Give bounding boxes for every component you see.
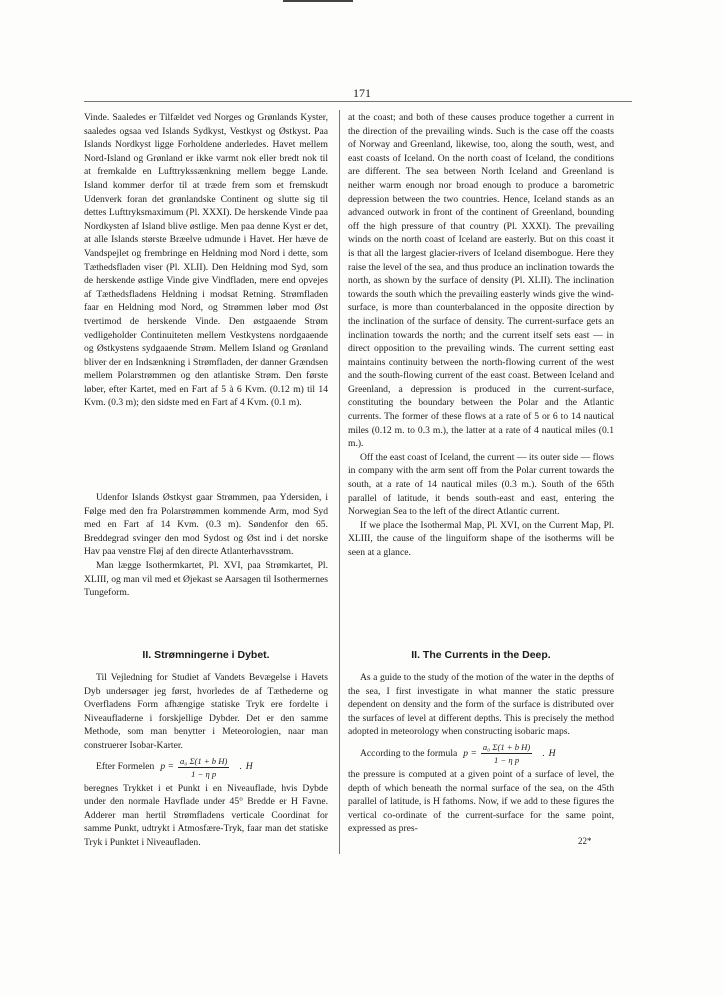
formula-numerator: a₀ Σ(1 + b H) (180, 755, 228, 766)
top-edge-rule (283, 0, 353, 2)
paragraph: the pressure is computed at a given point of a surface of level, the depth of which beneath the normal surface of the sea, on the 45th parallel of latitude, is H fathoms. Now, if we add to these figures the vertical co-ordinate of the current-surface for the same point, expressed as pres- (348, 768, 614, 835)
formula-lead-text: Efter Formelen (96, 761, 155, 773)
pressure-formula (84, 755, 328, 780)
pressure-formula (348, 741, 614, 766)
formula-suffix (239, 760, 252, 774)
paragraph: beregnes Trykket i et Punkt i en Niveauflade, hvis Dybde under den normale Havflade under 45° Bredde er H Favne. Adderer man hertil Strømfladens verticale Coordinat for samme Punkt, udtrykt i Atmosfære-Tryk, faar man det statiske Tryk i Punktet i Niveaufladen. (84, 782, 328, 848)
paragraph: As a guide to the study of the motion of the water in the depths of the sea, I first investigate in what manner the static pressure dependent on density and the form of the surface is distributed over the surfaces of level at different depths. This is precisely the method adopted in meteorology when constructing isobaric maps. (348, 672, 614, 738)
header-rule (84, 101, 632, 102)
formula-lhs: p = (160, 761, 175, 773)
paragraph: Man lægge Isothermkartet, Pl. XVI, paa Strømkartet, Pl. XLIII, og man vil med et Øjekast se Aarsagen til Isothermernes Tungeform. (84, 559, 328, 599)
danish-text-block-3 (84, 671, 328, 850)
paragraph: at the coast; and both of these causes produce together a current in the direction of the prevailing winds. Such is the case off the coasts of Norway and Greenland, likewise, too, along the south, west, and east coasts of Iceland. On the north coast of Iceland, the conditions are different. The sea between North Iceland and Greenland is neither warm enough nor broad enough to produce a barometric depression between the two countries. Hence, Iceland stands as an advanced outwork in front of the continent of Greenland, bounding off the high pressure of that country (Pl. XXXI). The prevailing winds on the north coast of Iceland are easterly. But on this coast it is that all the largest glacier-rivers of Iceland disembogue. Here they raise the level of the sea, and thus produce an inclination towards the north, as shown by the surface of density (Pl. XLII). The inclination towards the south which the prevailing easterly winds give the wind-surface, is more than counterbalanced in the opposite direction by the inclination of the surface of density. The current-surface gets an inclination towards the north; and the current itself sets east — in direct opposition to the prevailing winds. The current setting east maintains continuity between the north-flowing current of the west and the south-flowing current of the east coast. Between Iceland and Greenland, a depression is produced in the current-surface, constituting the boundary between the Polar and the Atlantic currents. The former of these flows at a rate of 5 or 6 to 14 nautical miles (0.12 m. to 0.3 m.), the latter at a rate of 4 nautical miles (0.1 m.). (348, 112, 614, 450)
formula-numerator: a₀ Σ(1 + b H) (482, 741, 531, 752)
paragraph: Vinde. Saaledes er Tilfældet ved Norges og Grønlands Kyster, saaledes ogsaa ved Islands Sydkyst, Vestkyst og Østkyst. Paa Islands Nordkyst ligge Forholdene anderledes. Havet mellem Nord-Island og Grønland er ikke varmt nok eller bredt nok til at fremkalde en Lufttrykssænkning mellem begge Lande. Island kommer derfor til at træde frem som et fremskudt Udenverk foran det grønlandske Continent og slutte sig til dettes Lufttryksmaximum (Pl. XXXI). De herskende Vinde paa Nordkysten af Island blive østlige. Men paa denne Kyst er det, at alle Islands største Bræelve udmunde i Havet. Her hæve de Vandspejlet og frembringe en Heldning mod Nord i dette, som Tæthedsfladen viser (Pl. XLII). Den Heldning mod Syd, som de herskende østlige Vinde give Vindfladen, mere end opvejes af Tæthedsfladens Heldning i modsat Retning. Strømfladen faar en Heldning mod Nord, og Strømmen løber mod Øst tvertimod de herskende Vinde. Den østgaaende Strøm vedligeholder Continuiteten mellem Vestkystens nordgaaende og Østkystens sydgaaende Strøm. Mellem Island og Grønland bliver der en Indsænkning i Strømfladen, der danner Grændsen mellem Polarstrømmen og den atlantiske Strøm. Den første løber, efter Kartet, med en Fart af 5 à 6 Kvm. (0.12 m) til 14 Kvm. (0.3 m); den sidste med en Fart af 4 Kvm. (0.1 m). (84, 112, 328, 409)
column-divider (339, 110, 340, 854)
page-number: 171 (353, 86, 371, 100)
paragraph: If we place the Isothermal Map, Pl. XVI, on the Current Map, Pl. XLIII, the cause of the linguiform shape of the isotherms will be seen at a glance. (348, 519, 614, 558)
paragraph: Til Vejledning for Studiet af Vandets Bevægelse i Havets Dyb undersøger jeg først, hvorledes de af Tæthederne og Overfladens Form afhængige statiske Tryk ere fordelte i Niveaufladerne i forskjellige Dybder. Det er den samme Methode, som man benytter i Meteorologien, naar man construerer Isobar-Karter. (84, 672, 328, 751)
signature-mark: 22* (578, 836, 592, 846)
formula-variable: H (245, 761, 253, 773)
formula-separator: . (542, 747, 545, 759)
formula-denominator: 1 − η p (191, 768, 217, 779)
formula-denominator: 1 − η p (494, 754, 520, 765)
danish-section-heading: II. Strømningerne i Dybet. (142, 649, 270, 661)
paragraph: Off the east coast of Iceland, the current — its outer side — flows in company with the arm sent off from the Polar current towards the south, at a rate of 14 nautical miles (0.3 m.). South of the 65th parallel of latitude, it bends south-east and east, entering the Norwegian Sea to the left of the direct Atlantic current. (348, 451, 614, 518)
english-text-block-1 (348, 111, 614, 560)
danish-text-block-2 (84, 491, 328, 600)
danish-text-block-1 (84, 111, 328, 410)
formula-lead-text: According to the formula (360, 747, 458, 759)
english-section-heading: II. The Currents in the Deep. (411, 649, 551, 661)
formula-fraction (481, 741, 532, 766)
formula-fraction (178, 755, 229, 780)
formula-variable: H (548, 747, 556, 759)
paragraph: Udenfor Islands Østkyst gaar Strømmen, paa Ydersiden, i Følge med den fra Polarstrømmen kommende Arm, mod Syd med en Fart af 14 Kvm. (0.3 m). Søndenfor den 65. Breddegrad svinger den mod Sydost og Øst ind i det norske Hav paa venstre Fløj af den directe Atlanterhavsstrøm. (84, 492, 328, 558)
formula-lhs: p = (463, 747, 477, 759)
formula-suffix (542, 747, 555, 761)
english-text-block-3 (348, 671, 614, 836)
formula-separator: . (239, 761, 242, 773)
